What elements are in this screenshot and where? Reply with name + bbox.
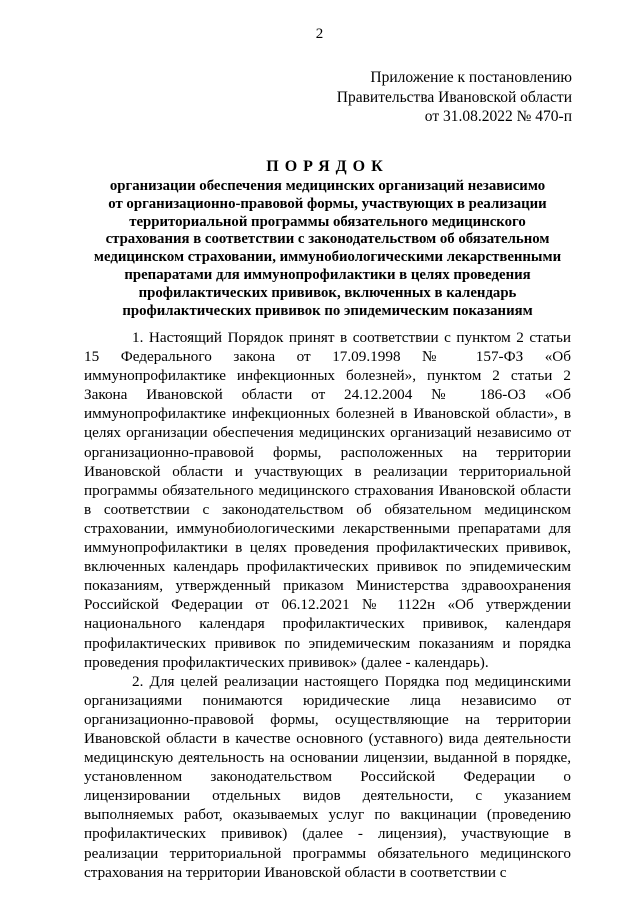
document-body: [84, 328, 571, 882]
paragraph: 1. Настоящий Порядок принят в соответствии с пунктом 2 статьи 15 Федерального закона от 17.09.1998 № 157-ФЗ «Об иммунопрофилактике инфекционных болезней», пунктом 2 статьи 2 Закона Ивановской области от 24.12.2004 № 186-ОЗ «Об иммунопрофилактике инфекционных болезней в Ивановской области», в целях организации обеспечения медицинских организаций независимо от организационно-правовой формы, расположенных на территории Ивановской области и участвующих в реализации территориальной программы обязательного медицинского страхования Ивановской области в соответствии с законодательством об обязательном медицинском страховании, иммунобиологическими лекарственными препаратами для иммунопрофилактики в целях проведения профилактических прививок, включенных календарь профилактических прививок по эпидемическим показаниям, утвержденный приказом Министерства здравоохранения Российской Федерации от 06.12.2021 № 1122н «Об утверждении национального календаря профилактических прививок, календаря профилактических прививок по эпидемическим показаниям и порядка проведения профилактических прививок» (далее - календарь).: [84, 329, 571, 671]
appendix-line: Приложение к постановлению: [370, 69, 572, 86]
title-subtitle: [60, 178, 595, 320]
appendix-line: от 31.08.2022 № 470-п: [424, 108, 572, 125]
subtitle-line: профилактических прививок, включенных в календарь: [138, 284, 517, 301]
subtitle-line: препаратами для иммунопрофилактики в целях проведения: [124, 266, 531, 283]
subtitle-line: медицинском страховании, иммунобиологическими лекарственными: [93, 249, 562, 266]
subtitle-line: профилактических прививок по эпидемическим показаниям: [122, 302, 533, 319]
subtitle-line: территориальной программы обязательного медицинского: [129, 213, 526, 230]
document-title: [60, 157, 595, 320]
subtitle-line: от организационно-правовой формы, участвующих в реализации: [108, 195, 547, 212]
subtitle-line: организации обеспечения медицинских организаций независимо: [109, 178, 546, 194]
page-number: 2: [315, 26, 324, 42]
subtitle-line: страхования в соответствии с законодательством об обязательном: [105, 231, 550, 248]
title-heading: ПОРЯДОК: [266, 158, 389, 175]
paragraph: 2. Для целей реализации настоящего Порядка под медицинскими организациями понимаются юридические лица независимо от организационно-правовой формы, осуществляющие на территории Ивановской области в качестве основного (уставного) вида деятельности медицинскую деятельность на основании лицензии, выданной в порядке, установленном законодательством Российской Федерации о лицензировании отдельных видов деятельности, с указанием выполняемых работ, оказываемых услуг по вакцинации (проведению профилактических прививок) (далее - лицензия), участвующие в реализации территориальной программы обязательного медицинского страхования на территории Ивановской области в соответствии с: [84, 672, 571, 881]
appendix-reference: [337, 68, 572, 127]
appendix-line: Правительства Ивановской области: [336, 88, 572, 106]
